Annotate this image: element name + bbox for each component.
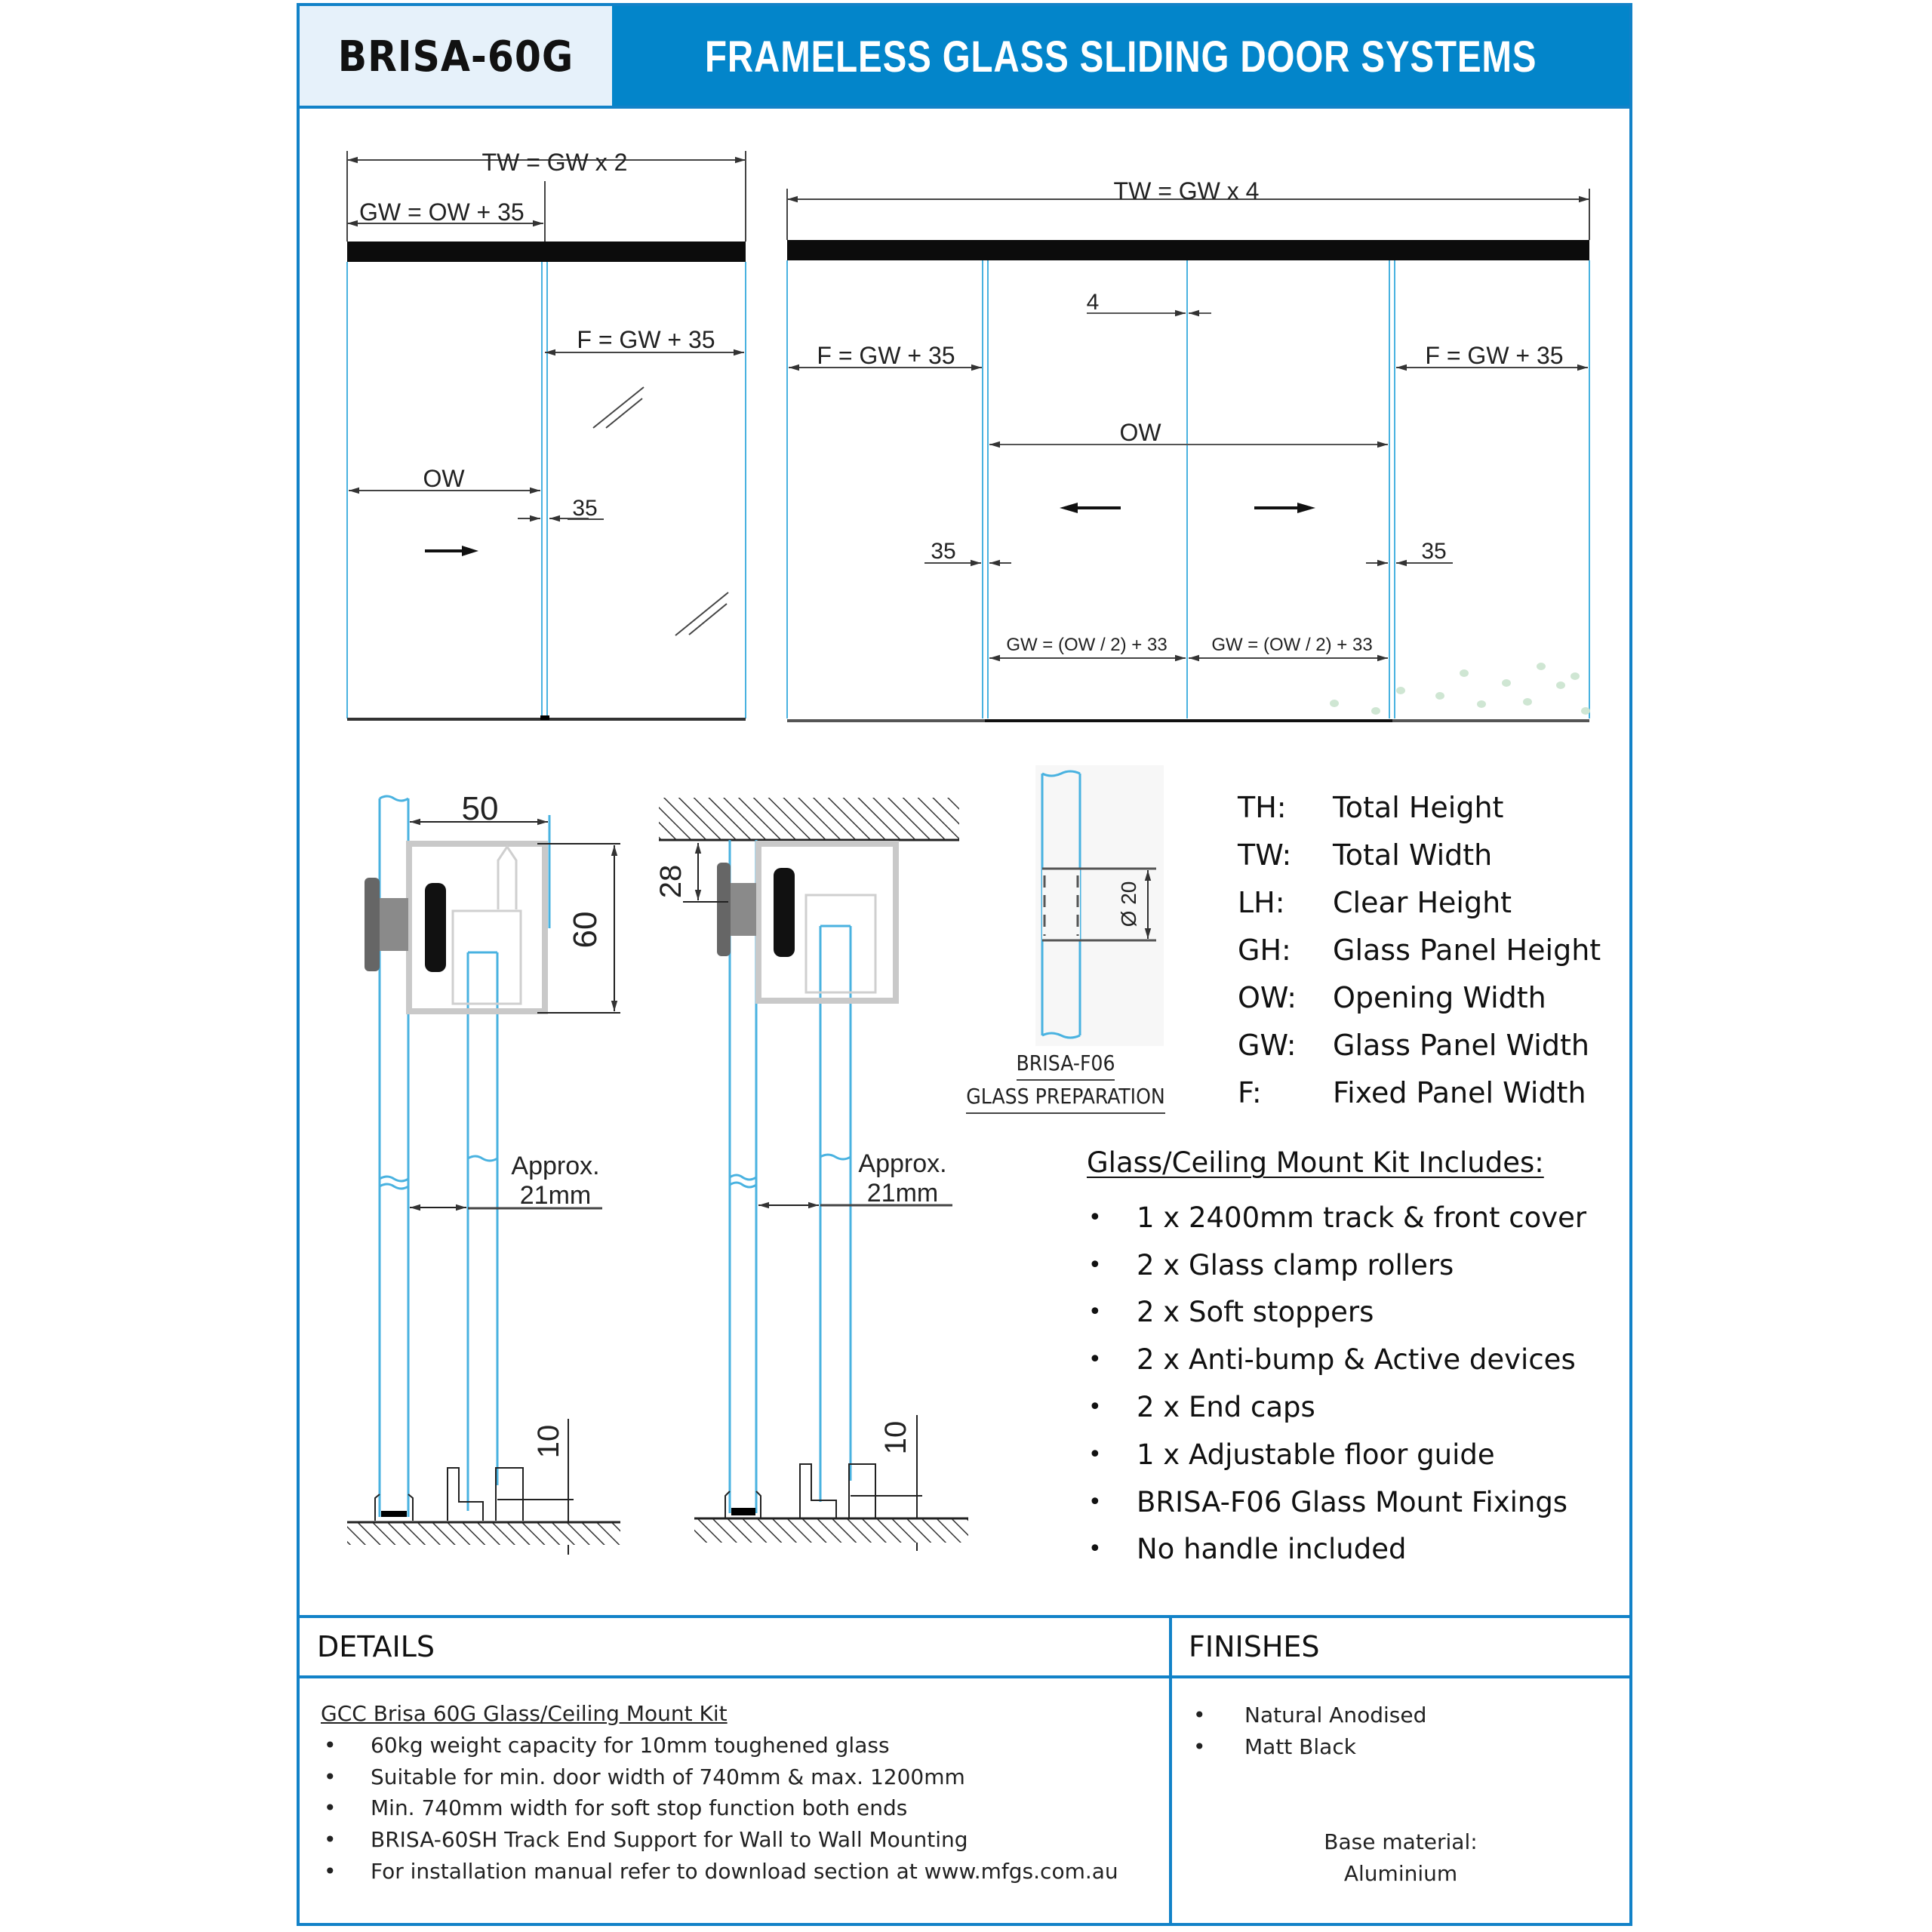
watermark-dots: [1330, 663, 1590, 715]
finish-text: Natural Anodised: [1244, 1703, 1427, 1728]
legend-row: [1238, 974, 1601, 1021]
bullet-icon: •: [324, 1733, 337, 1758]
gap-label: 4: [1086, 290, 1100, 315]
double-door-diagram: [787, 177, 1590, 721]
detail-text: For installation manual refer to download section at www.mfgs.com.au: [371, 1858, 1118, 1884]
glass-right-label: GW = (OW / 2) + 33: [1211, 635, 1373, 655]
kit-item-text: No handle included: [1137, 1533, 1407, 1566]
single-door-diagram: [347, 149, 746, 720]
list-item: [1087, 1526, 1586, 1574]
legend-row: [1238, 831, 1601, 878]
finishes-section: [1189, 1700, 1426, 1762]
tw-label: TW = GW x 4: [1113, 177, 1260, 205]
bullet-icon: •: [1193, 1734, 1206, 1759]
legend-key: OW:: [1238, 980, 1297, 1014]
ceiling-mount-profile: [654, 798, 968, 1551]
finish-text: Matt Black: [1244, 1734, 1356, 1759]
bullet-icon: •: [1088, 1441, 1102, 1468]
kit-item-text: 2 x Soft stoppers: [1137, 1296, 1374, 1329]
ow-label: OW: [423, 465, 465, 492]
details-heading: DETAILS: [317, 1630, 435, 1663]
glass-prep-code: BRISA-F06: [1017, 1048, 1115, 1081]
bullet-icon: •: [324, 1858, 337, 1884]
right-arrow-icon: [1254, 503, 1315, 513]
list-item: [1087, 1241, 1586, 1289]
glass-left-label: GW = (OW / 2) + 33: [1006, 635, 1168, 655]
floor-clearance-label: 10: [532, 1424, 565, 1459]
table-top-border: [297, 1615, 1632, 1618]
gap-label-line2: 21mm: [519, 1181, 592, 1210]
list-item: [1189, 1731, 1426, 1763]
detail-text: Suitable for min. door width of 740mm & max. 1200mm: [371, 1764, 965, 1789]
hole-diameter-label: Ø 20: [1117, 881, 1140, 928]
legend-key: GW:: [1238, 1028, 1297, 1062]
legend-row: [1238, 1021, 1601, 1069]
floor-hatch: [694, 1518, 968, 1543]
left-arrow-icon: [1060, 503, 1121, 513]
overlap-left-label: 35: [931, 539, 956, 564]
bullet-icon: •: [1088, 1394, 1102, 1421]
list-item: [1087, 1478, 1586, 1526]
legend-key: F:: [1238, 1075, 1262, 1109]
offset-label: 28: [654, 864, 688, 899]
legend-row: [1238, 783, 1601, 831]
ceiling-hatch: [659, 798, 959, 839]
legend-value: Glass Panel Width: [1333, 1028, 1589, 1062]
legend-key: TH:: [1238, 790, 1287, 824]
list-item: [321, 1761, 1118, 1793]
base-material-value: Aluminium: [1343, 1861, 1458, 1886]
glass-preparation-drawing: [1035, 765, 1164, 1046]
kit-item-text: 1 x Adjustable floor guide: [1137, 1438, 1495, 1471]
list-item: [321, 1855, 1118, 1887]
track-bar: [347, 242, 746, 262]
width-dimension-label: 50: [461, 790, 499, 827]
kit-item-text: 2 x End caps: [1137, 1391, 1315, 1424]
track-bar: [787, 240, 1589, 260]
floor-clearance-label: 10: [879, 1420, 912, 1455]
legend-key: GH:: [1238, 933, 1291, 967]
list-item: [321, 1824, 1118, 1856]
bullet-icon: •: [1193, 1703, 1206, 1728]
kit-item-text: 1 x 2400mm track & front cover: [1137, 1201, 1587, 1234]
legend-value: Glass Panel Height: [1333, 933, 1601, 967]
kit-title: Glass/Ceiling Mount Kit Includes:: [1087, 1146, 1544, 1179]
list-item: [321, 1730, 1118, 1761]
bullet-icon: •: [324, 1764, 337, 1789]
kit-includes-list: [1087, 1144, 1586, 1573]
base-material-label: Base material:: [1324, 1829, 1478, 1854]
abbreviation-legend: [1238, 783, 1601, 1116]
list-item: [1087, 1289, 1586, 1337]
legend-key: LH:: [1238, 885, 1285, 919]
glass-prep-title: GLASS PREPARATION: [966, 1081, 1165, 1114]
overlap-right-label: 35: [1421, 539, 1447, 564]
tw-label: TW = GW x 2: [481, 149, 628, 176]
legend-key: TW:: [1238, 838, 1292, 872]
bullet-icon: •: [1088, 1346, 1102, 1374]
overlap-label: 35: [572, 496, 598, 521]
gap-label-line1: Approx.: [511, 1152, 600, 1180]
gw-label: GW = OW + 35: [359, 198, 525, 226]
list-item: [1087, 1194, 1586, 1241]
base-material: [1172, 1826, 1629, 1890]
glass-reflection-icon: [593, 387, 728, 635]
legend-value: Fixed Panel Width: [1333, 1075, 1586, 1109]
list-item: [321, 1792, 1118, 1824]
details-title: GCC Brisa 60G Glass/Ceiling Mount Kit: [321, 1701, 728, 1726]
bullet-icon: •: [1088, 1299, 1102, 1326]
legend-value: Clear Height: [1333, 885, 1512, 919]
legend-row: [1238, 926, 1601, 974]
table-header-border: [297, 1675, 1632, 1678]
fixed-left-label: F = GW + 35: [817, 342, 955, 369]
ow-label: OW: [1119, 419, 1161, 446]
bullet-icon: •: [1088, 1488, 1102, 1515]
legend-value: Total Height: [1333, 790, 1504, 824]
bullet-icon: •: [324, 1795, 337, 1821]
fixed-panel-label: F = GW + 35: [577, 326, 715, 353]
right-arrow-icon: [425, 546, 478, 556]
legend-value: Opening Width: [1333, 980, 1546, 1014]
bullet-icon: •: [324, 1827, 337, 1853]
floor-hatch: [347, 1522, 620, 1545]
list-item: [1087, 1431, 1586, 1478]
bullet-icon: •: [1088, 1536, 1102, 1563]
fixed-right-label: F = GW + 35: [1425, 342, 1564, 369]
kit-item-text: 2 x Anti-bump & Active devices: [1137, 1343, 1576, 1377]
detail-text: Min. 740mm width for soft stop function both ends: [371, 1795, 908, 1821]
gap-label-line1: Approx.: [858, 1149, 947, 1178]
glass-preparation-caption: [952, 1048, 1179, 1114]
finishes-heading: FINISHES: [1189, 1630, 1320, 1663]
list-item: [1087, 1383, 1586, 1431]
page-title: FRAMELESS GLASS SLIDING DOOR SYSTEMS: [704, 32, 1537, 82]
detail-text: BRISA-60SH Track End Support for Wall to Wall Mounting: [371, 1827, 968, 1853]
kit-item-text: BRISA-F06 Glass Mount Fixings: [1137, 1485, 1568, 1518]
legend-row: [1238, 1069, 1601, 1116]
bullet-icon: •: [1088, 1251, 1102, 1278]
bullet-icon: •: [1088, 1204, 1102, 1231]
legend-value: Total Width: [1333, 838, 1493, 872]
model-name: BRISA-60G: [337, 32, 574, 82]
kit-item-text: 2 x Glass clamp rollers: [1137, 1248, 1454, 1281]
detail-text: 60kg weight capacity for 10mm toughened glass: [371, 1733, 890, 1758]
list-item: [1189, 1700, 1426, 1731]
legend-row: [1238, 878, 1601, 926]
height-dimension-label: 60: [567, 911, 604, 949]
list-item: [1087, 1336, 1586, 1383]
details-section: [321, 1698, 1118, 1887]
glass-mount-profile: [347, 790, 620, 1555]
gap-label-line2: 21mm: [866, 1179, 939, 1208]
